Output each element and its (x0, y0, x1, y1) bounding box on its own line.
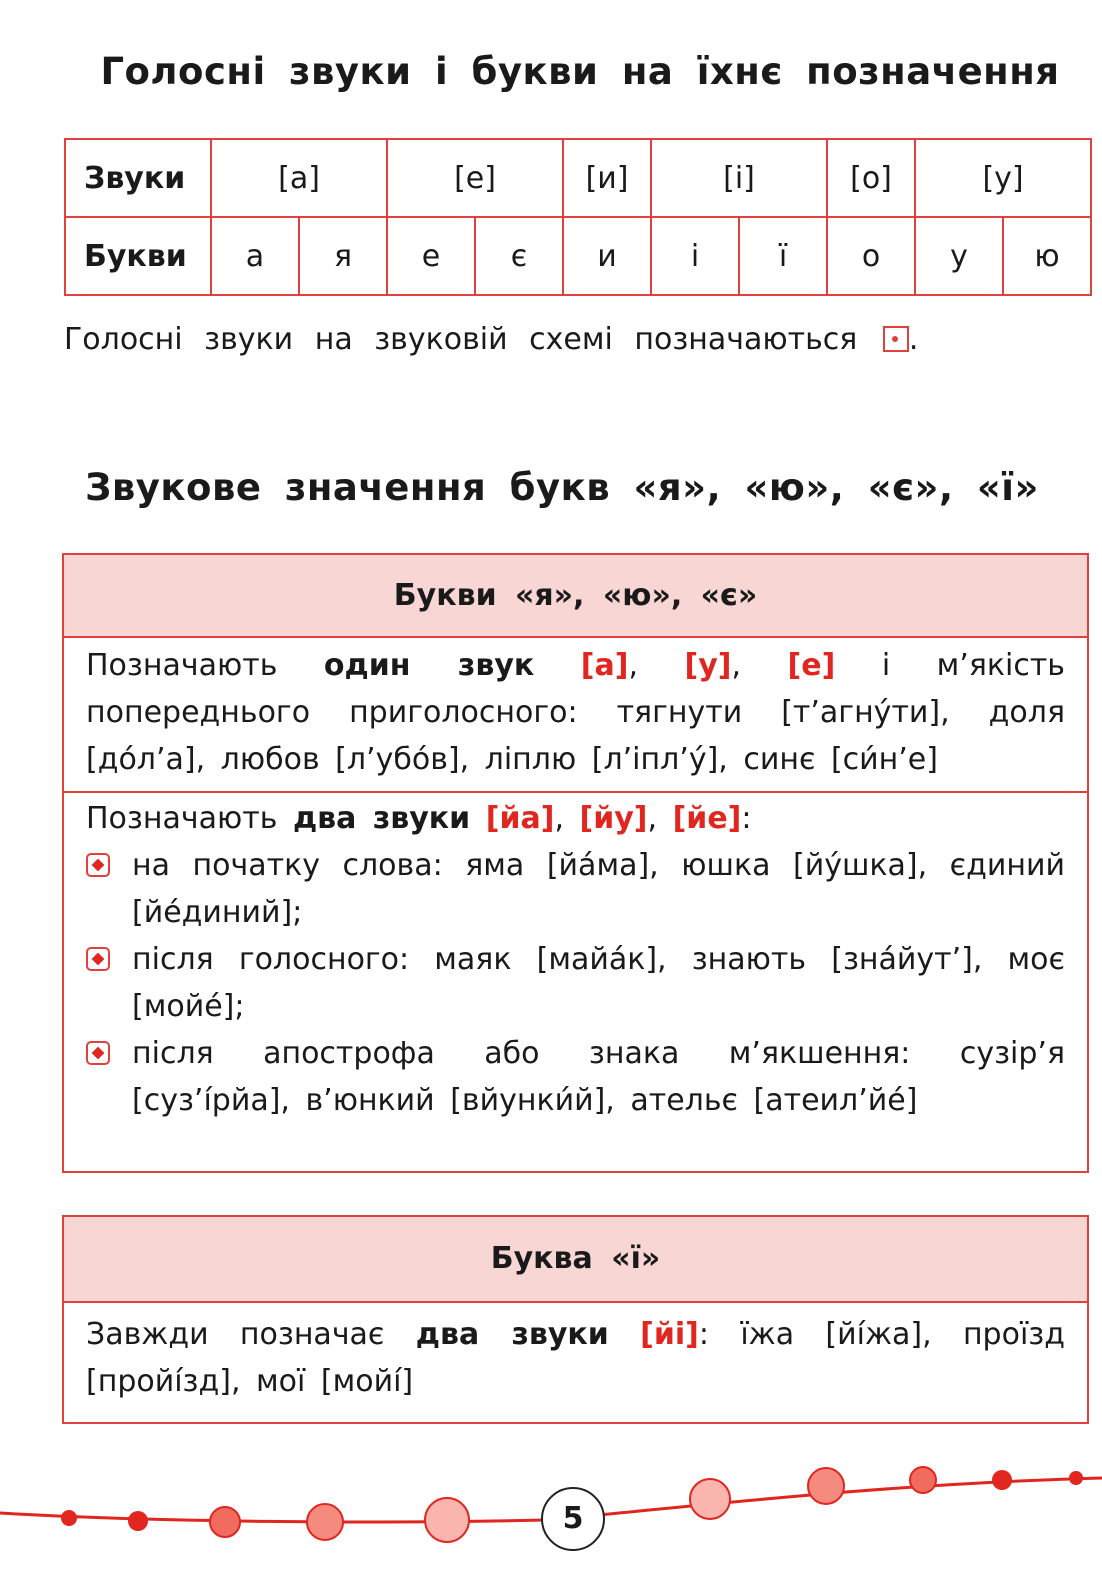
sound-cell: [а] (211, 139, 387, 217)
list-item-text: після апострофа або знака м’якшення: сузір’я [суз’і́рйа], в’юнкий [вйунки́й], ательє [атеил’йе́] (132, 1036, 1065, 1118)
section-title: Звукове значення букв «я», «ю», «є», «ї» (85, 466, 1039, 509)
footer-dot (210, 1507, 240, 1537)
letter-cell: у (915, 217, 1003, 295)
list-item (86, 936, 1065, 1030)
letters-ya-yu-ye-box (62, 553, 1089, 1173)
letters-row (65, 217, 1091, 295)
letter-yi-box (62, 1215, 1089, 1424)
sound-tag: [у] (684, 648, 732, 683)
one-sound-section: Позначають один звук [а], [у], [е] і м’якість попереднього приголосного: тягнути [т’агну́ти], доля [до́л’а], любов [л’убо́в], ліплю [л’іпл’у́], синє [си́н’е] (86, 648, 1065, 777)
lead-text: Завжди позначає (86, 1317, 385, 1352)
diamond-bullet-icon (86, 947, 110, 971)
vowel-note (64, 322, 918, 357)
list-item (86, 1030, 1065, 1124)
sound-cell: [и] (563, 139, 651, 217)
letter-cell: я (299, 217, 387, 295)
rule-text: і м’якість попереднього приголосного: тягнути [т’агну́ти], доля [до́л’а], любов [л’убо́в], ліплю [л’іпл’у́], синє [си́н’е] (86, 648, 1065, 777)
vowels-table (64, 138, 1092, 296)
lead-text: Позначають (86, 648, 278, 683)
footer-dot (690, 1479, 730, 1519)
footer-dot (992, 1470, 1012, 1490)
footer-dot (307, 1504, 343, 1540)
footer-dot (61, 1510, 77, 1526)
footer-dot (808, 1468, 844, 1504)
sound-tag: [йе] (672, 801, 742, 836)
main-title: Голосні звуки і букви на їхнє позначення (100, 50, 1060, 93)
bold-term: два звуки (415, 1317, 609, 1352)
vowel-note-end: . (908, 322, 919, 357)
vowel-note-text: Голосні звуки на звуковій схемі позначаються (64, 322, 858, 357)
diamond-bullet-icon (86, 853, 110, 877)
lead-text: Позначають (86, 801, 278, 836)
box-header: Буква «ї» (64, 1217, 1087, 1303)
list-item-text: після голосного: маяк [майа́к], знають [зна́йут’], моє [мойе́]; (132, 942, 1065, 1024)
sound-tag: [йу] (579, 801, 648, 836)
box-header: Букви «я», «ю», «є» (64, 555, 1087, 638)
sound-tag: [а] (580, 648, 629, 683)
sounds-row (65, 139, 1091, 217)
sound-cell: [і] (651, 139, 827, 217)
letter-cell: ю (1003, 217, 1091, 295)
diamond-bullet-icon (86, 1041, 110, 1065)
rule-text: : їжа [йі́жа], проїзд [пройі́зд], мої [мойі́] (86, 1317, 1065, 1399)
letter-cell: і (651, 217, 739, 295)
letter-cell: є (475, 217, 563, 295)
two-sounds-section: Позначають два звуки [йа], [йу], [йе]: на початку слова: яма [йа́ма], юшка [йу́шка], єдиний [йе́диний]; після голосного: маяк [майа́к], знають [зна́йут’], моє [мойе́]; після апострофа або знака м’якшення: сузір’я [суз’і́рйа], в’юнкий [вйунки́й], ательє [атеил’йе́] (64, 791, 1087, 1124)
letter-cell: е (387, 217, 475, 295)
sound-tag: [е] (787, 648, 836, 683)
sound-cell: [о] (827, 139, 915, 217)
footer-dot (1069, 1471, 1083, 1485)
list-item-text: на початку слова: яма [йа́ма], юшка [йу́шка], єдиний [йе́диний]; (132, 848, 1065, 930)
sound-tag: [йі] (640, 1317, 699, 1352)
footer-dot (910, 1467, 936, 1493)
sound-cell: [е] (387, 139, 563, 217)
letters-label: Букви (65, 217, 211, 295)
sound-cell: [у] (915, 139, 1091, 217)
vowel-scheme-icon (883, 326, 909, 352)
yi-section (64, 1303, 1087, 1405)
sound-tag: [йа] (485, 801, 555, 836)
letter-cell: а (211, 217, 299, 295)
page-number: 5 (541, 1487, 605, 1551)
letter-cell: о (827, 217, 915, 295)
bold-term: один звук (323, 648, 535, 683)
letter-cell: ї (739, 217, 827, 295)
sounds-label: Звуки (65, 139, 211, 217)
letter-cell: и (563, 217, 651, 295)
footer-dot (128, 1511, 148, 1531)
bold-term: два звуки (292, 801, 471, 836)
footer-dot (425, 1498, 469, 1542)
list-item (86, 842, 1065, 936)
